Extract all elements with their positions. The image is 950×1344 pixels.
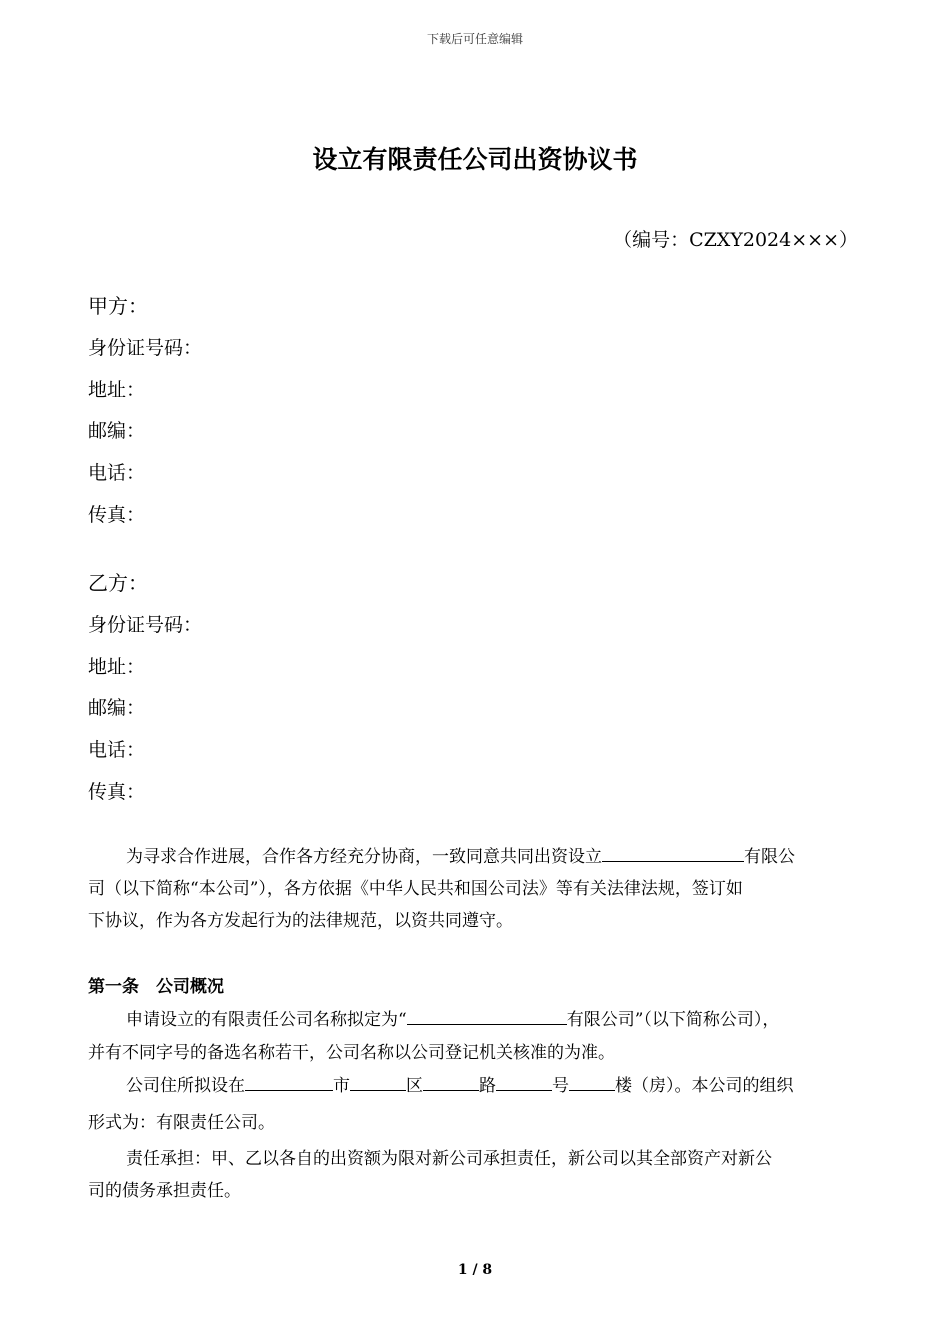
article-1-p2-line-1 xyxy=(126,1071,794,1096)
article-1-p1-line-2: 并有不同字号的备选名称若干，公司名称以公司登记机关核准的为准。 xyxy=(88,1043,615,1063)
district-blank[interactable] xyxy=(350,1071,406,1091)
article-1-p2-line-2: 形式为：有限责任公司。 xyxy=(88,1113,275,1133)
article-1-p3-line-2: 司的债务承担责任。 xyxy=(88,1181,241,1201)
number-blank[interactable] xyxy=(496,1071,552,1091)
party-a-fax-label: 传真： xyxy=(88,504,146,526)
proposed-name-blank[interactable] xyxy=(407,1005,567,1025)
p2-number: 号 xyxy=(552,1076,569,1096)
article-1-p1-line-1 xyxy=(126,1005,779,1030)
p2-road: 路 xyxy=(479,1076,496,1096)
road-blank[interactable] xyxy=(423,1071,479,1091)
p2-text-a: 公司住所拟设在 xyxy=(126,1076,245,1096)
page-number: 1 / 8 xyxy=(457,1262,493,1278)
city-blank[interactable] xyxy=(245,1071,333,1091)
p1-text-b: 有限公司”（以下简称公司）， xyxy=(566,1010,780,1030)
p2-building: 楼（房）。本公司的组织 xyxy=(615,1076,794,1096)
serial-number: （编号：CZXY2024×××） xyxy=(613,229,858,251)
party-b-heading: 乙方： xyxy=(88,571,148,595)
party-b-id-label: 身份证号码： xyxy=(88,614,203,636)
party-b-phone-label: 电话： xyxy=(88,739,146,761)
party-b-postcode-label: 邮编： xyxy=(88,697,146,719)
party-a-phone-label: 电话： xyxy=(88,462,146,484)
party-b-fax-label: 传真： xyxy=(88,781,146,803)
party-a-heading: 甲方： xyxy=(88,294,148,318)
intro-line-3: 下协议，作为各方发起行为的法律规范，以资共同遵守。 xyxy=(88,911,513,931)
party-a-id-label: 身份证号码： xyxy=(88,337,203,359)
article-1-heading: 第一条 公司概况 xyxy=(88,977,224,997)
p1-text-a: 申请设立的有限责任公司名称拟定为“ xyxy=(126,1010,407,1030)
p2-city: 市 xyxy=(333,1076,350,1096)
building-blank[interactable] xyxy=(569,1071,615,1091)
header-note: 下载后可任意编辑 xyxy=(426,32,523,46)
intro-text-b: 有限公 xyxy=(744,847,795,867)
intro-line-1 xyxy=(126,842,795,867)
document-title: 设立有限责任公司出资协议书 xyxy=(312,145,638,174)
article-1-p3-line-1: 责任承担：甲、乙以各自的出资额为限对新公司承担责任，新公司以其全部资产对新公 xyxy=(126,1149,772,1169)
party-a-postcode-label: 邮编： xyxy=(88,420,146,442)
p2-district: 区 xyxy=(406,1076,423,1096)
party-a-address-label: 地址： xyxy=(88,379,146,401)
party-b-address-label: 地址： xyxy=(88,656,146,678)
intro-line-2: 司（以下简称“本公司”），各方依据《中华人民共和国公司法》等有关法律法规，签订如 xyxy=(88,879,743,899)
intro-text-a: 为寻求合作进展，合作各方经充分协商，一致同意共同出资设立 xyxy=(126,847,602,867)
company-name-blank[interactable] xyxy=(602,842,744,862)
